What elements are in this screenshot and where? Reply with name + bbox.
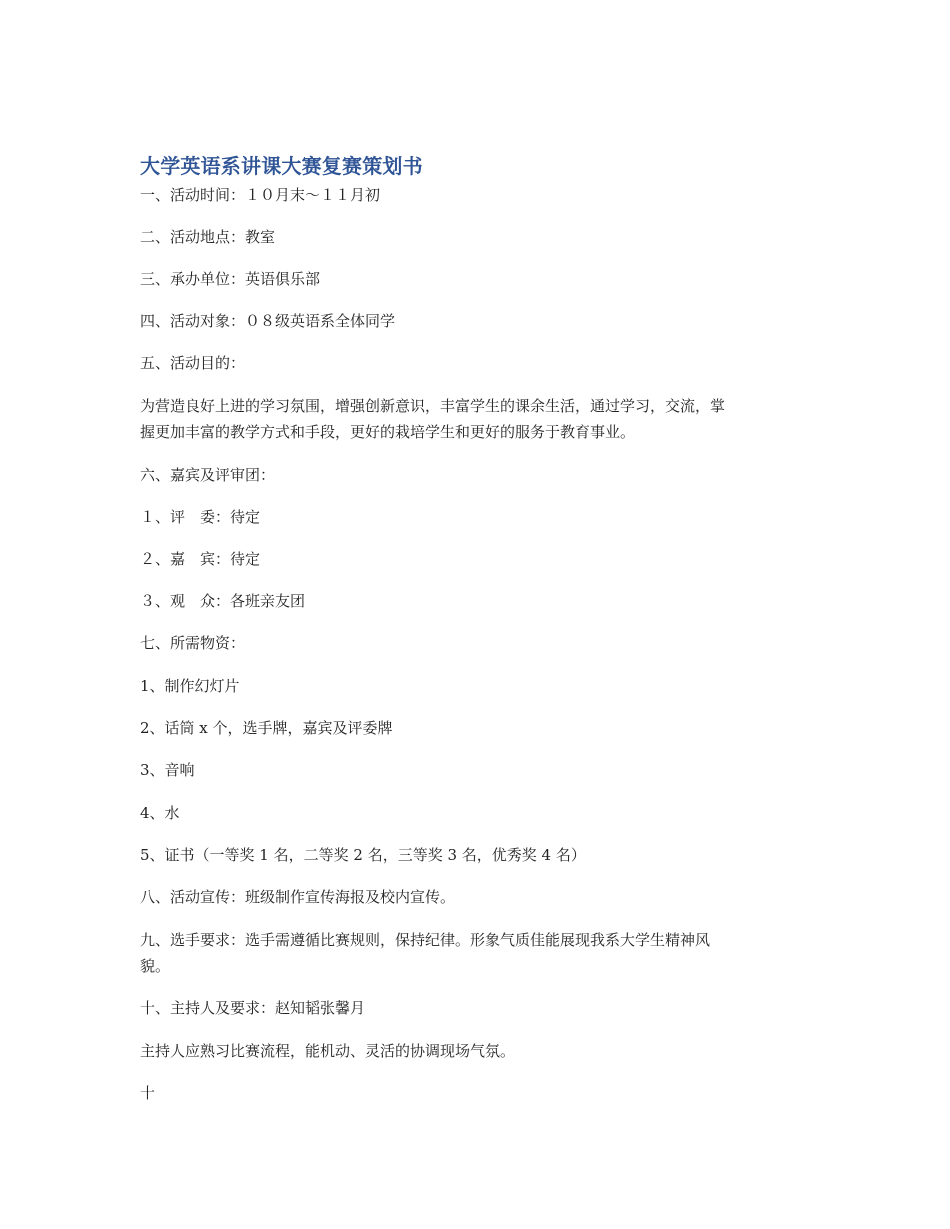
guests-heading: 六、嘉宾及评审团： (140, 466, 276, 484)
materials-heading: 七、所需物资： (140, 634, 246, 652)
document-title: 大学英语系讲课大赛复赛策划书 (140, 154, 423, 178)
next-section: 十 (140, 1084, 156, 1102)
materials-item-2: 2、话筒 x 个，选手牌，嘉宾及评委牌 (140, 719, 393, 737)
guests-guests: ２、嘉 宾：待定 (140, 550, 261, 568)
purpose-line-1: 为营造良好上进的学习氛围，增强创新意识，丰富学生的课余生活，通过学习，交流，掌 (140, 397, 726, 415)
host-heading: 十、主持人及要求：赵知韬张馨月 (140, 999, 366, 1017)
requirements-line-1: 九、选手要求：选手需遵循比赛规则，保持纪律。形象气质佳能展现我系大学生精神风 (140, 931, 711, 949)
activity-time: 一、活动时间：１０月末～１１月初 (140, 186, 381, 204)
guests-judges: １、评 委：待定 (140, 508, 261, 526)
publicity: 八、活动宣传：班级制作宣传海报及校内宣传。 (140, 888, 456, 906)
activity-place: 二、活动地点：教室 (140, 228, 276, 246)
activity-organizer: 三、承办单位：英语俱乐部 (140, 270, 321, 288)
materials-item-4: 4、水 (140, 804, 180, 822)
materials-item-5: 5、证书（一等奖 1 名，二等奖 2 名，三等奖 3 名，优秀奖 4 名） (140, 846, 586, 864)
purpose-paragraph (140, 393, 810, 445)
materials-item-3: 3、音响 (140, 761, 195, 779)
activity-target: 四、活动对象：０８级英语系全体同学 (140, 312, 396, 330)
guests-audience: ３、观 众：各班亲友团 (140, 592, 306, 610)
materials-item-1: 1、制作幻灯片 (140, 677, 240, 695)
host-requirements: 主持人应熟习比赛流程，能机动、灵活的协调现场气氛。 (140, 1042, 516, 1060)
purpose-heading: 五、活动目的： (140, 354, 246, 372)
purpose-line-2: 握更加丰富的教学方式和手段，更好的栽培学生和更好的服务于教育事业。 (140, 423, 636, 441)
requirements-line-2: 貌。 (140, 957, 171, 975)
requirements-paragraph (140, 927, 810, 979)
